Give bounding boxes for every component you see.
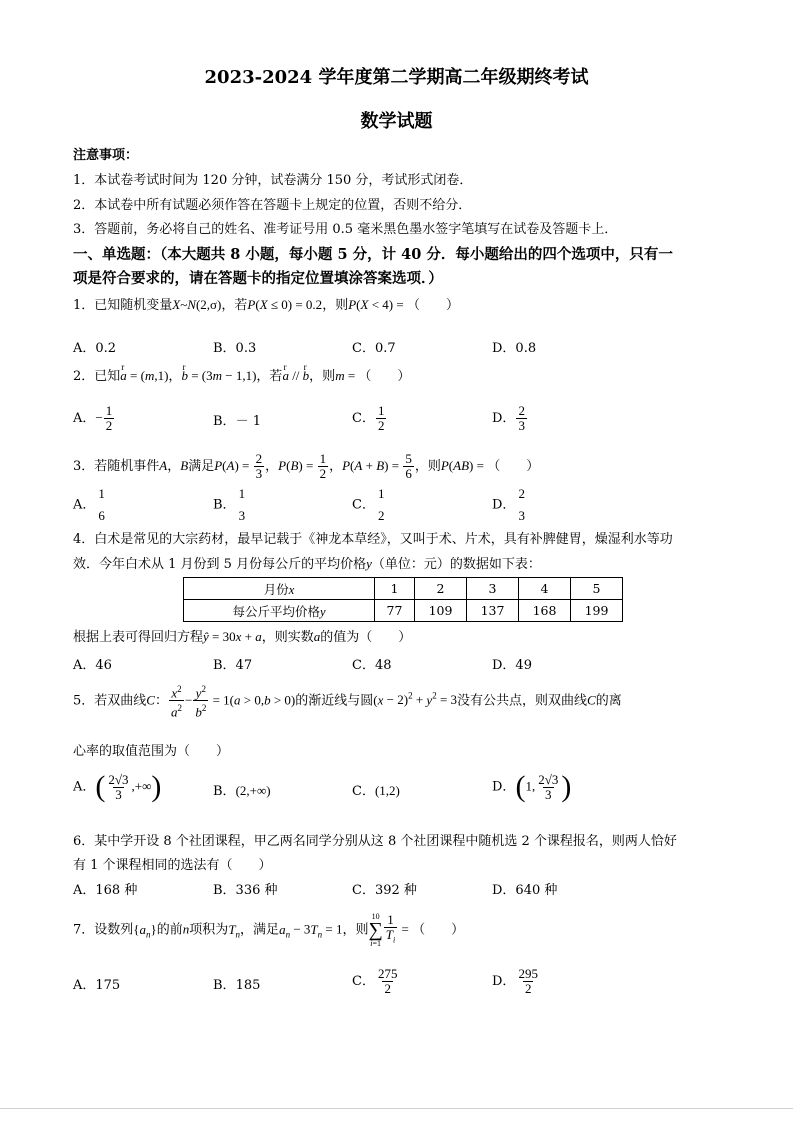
question-1-stem: 1．已知随机变量X~N(2,σ)，若P(X ≤ 0) = 0.2，则P(X < 4) = （ ）: [73, 297, 459, 313]
q1-option-d: D．0.8: [492, 341, 537, 356]
table-cell: 168: [519, 600, 571, 622]
q7-option-b: B．185: [213, 978, 261, 993]
table-row: [184, 600, 623, 622]
q1-option-c: C．0.7: [352, 341, 396, 356]
question-5-stem-cont: 心率的取值范围为（ ）: [73, 744, 230, 759]
price-table: [183, 577, 623, 622]
question-5-stem: 5．若双曲线C： $\frac{x^2}{a^2}$ − $\frac{y^2}{b^2}$ = 1(a > 0,b > 0)的渐近线与圆$(x - 2)^2 + y^2 = 3$没有公共点，则双曲线C的离: [73, 684, 622, 720]
q2-option-a: A．− $\frac{1}{2}$: [73, 403, 113, 433]
exam-subtitle: 数学试题: [360, 111, 433, 132]
q2-option-b: B．－ 1: [213, 414, 261, 429]
question-4-stem: 4．白术是常见的大宗药材，最早记载于《神龙本草经》，又叫于术、片术，具有补脾健胃，燥湿利水等功: [73, 532, 673, 547]
q3-option-c: C． 1 2: [352, 486, 385, 523]
q6-option-c: C．392 种: [352, 883, 417, 898]
table-cell: 109: [415, 600, 467, 622]
q6-option-b: B．336 种: [213, 883, 278, 898]
q7-option-c: C． $\frac{275}{2}$: [352, 966, 398, 996]
question-4-stem-cont: 效．今年白术从 1 月份到 5 月份每公斤的平均价格y（单位：元）的数据如下表：: [73, 556, 541, 572]
table-cell: 137: [467, 600, 519, 622]
question-4-regression: 根据上表可得回归方程ŷ = 30x + a，则实数a的值为（ ）: [73, 629, 412, 645]
q4-option-d: D．49: [492, 658, 532, 673]
q7-option-a: A．175: [73, 978, 121, 993]
table-header-cell: 每公斤平均价格y: [184, 600, 375, 622]
page-bottom-divider: [0, 1108, 793, 1109]
table-row: [184, 578, 623, 600]
section-heading: 一、单选题：（本大题共 8 小题，每小题 5 分，计 40 分．每小题给出的四个选项中，只有一: [73, 246, 673, 263]
table-cell: 1: [375, 578, 415, 600]
notice-item: 1．本试卷考试时间为 120 分钟，试卷满分 150 分，考试形式闭卷．: [73, 173, 473, 188]
table-header-cell: 月份x: [184, 578, 375, 600]
q7-option-d: D． $\frac{295}{2}$: [492, 966, 538, 996]
q5-option-a: A．( $\frac{2√3}{3}$ ,+∞): [73, 770, 162, 803]
question-3-stem: 3．若随机事件A，B满足P(A) = $\frac{2}{3}$ ，P(B) = $\frac{1}{2}$ ，P(A + B) = $\frac{5}{6}$ ，则P(AB) = （ ）: [73, 451, 540, 481]
question-6-stem-cont: 有 1 个课程相同的选法有（ ）: [73, 858, 272, 873]
table-cell: 77: [375, 600, 415, 622]
notice-item: 3．答题前，务必将自己的姓名、准考证号用 0.5 毫米黑色墨水签字笔填写在试卷及答题卡上．: [73, 222, 618, 237]
q3-option-a: A． 1 6: [73, 486, 105, 523]
q3-option-d: D． 2 3: [492, 486, 525, 523]
q6-option-a: A．168 种: [73, 883, 138, 898]
q3-option-b: B． 1 3: [213, 486, 246, 523]
table-cell: 4: [519, 578, 571, 600]
question-7-stem: 7．设数列$\{a_n\}$的前n项积为$T_n$，满足$a_n - 3T_n = 1$，则 10 ∑ i=1 $\frac{1}{T_i}$ = （ ）: [73, 911, 465, 948]
question-2-stem: 2．已知r a = (m,1)，r b = (3m − 1,1)，若r a // r b，则m = （ ）: [73, 367, 410, 386]
q4-option-b: B．47: [213, 658, 253, 673]
table-cell: 199: [571, 600, 623, 622]
q4-option-a: A．46: [73, 658, 112, 673]
q5-option-b: B．(2,+∞): [213, 783, 271, 799]
q5-option-d: D．(1, $\frac{2√3}{3}$ ): [492, 770, 572, 803]
q1-option-b: B．0.3: [213, 341, 257, 356]
exam-title: 2023-2024 学年度第二学期高二年级期终考试: [204, 67, 589, 88]
table-cell: 3: [467, 578, 519, 600]
q4-option-c: C．48: [352, 658, 392, 673]
notice-item: 2．本试卷中所有试题必须作答在答题卡上规定的位置，否则不给分．: [73, 198, 472, 213]
notice-heading: 注意事项：: [73, 148, 139, 163]
table-cell: 5: [571, 578, 623, 600]
table-cell: 2: [415, 578, 467, 600]
q1-option-a: A．0.2: [73, 341, 117, 356]
q5-option-c: C．(1,2): [352, 783, 400, 799]
q6-option-d: D．640 种: [492, 883, 558, 898]
question-6-stem: 6．某中学开设 8 个社团课程，甲乙两名同学分别从这 8 个社团课程中随机选 2 个课程报名，则两人恰好: [73, 834, 677, 849]
section-heading-cont: 项是符合要求的，请在答题卡的指定位置填涂答案选项．）: [73, 270, 443, 287]
q2-option-d: D． $\frac{2}{3}$: [492, 403, 525, 433]
q2-option-c: C． $\frac{1}{2}$: [352, 403, 385, 433]
